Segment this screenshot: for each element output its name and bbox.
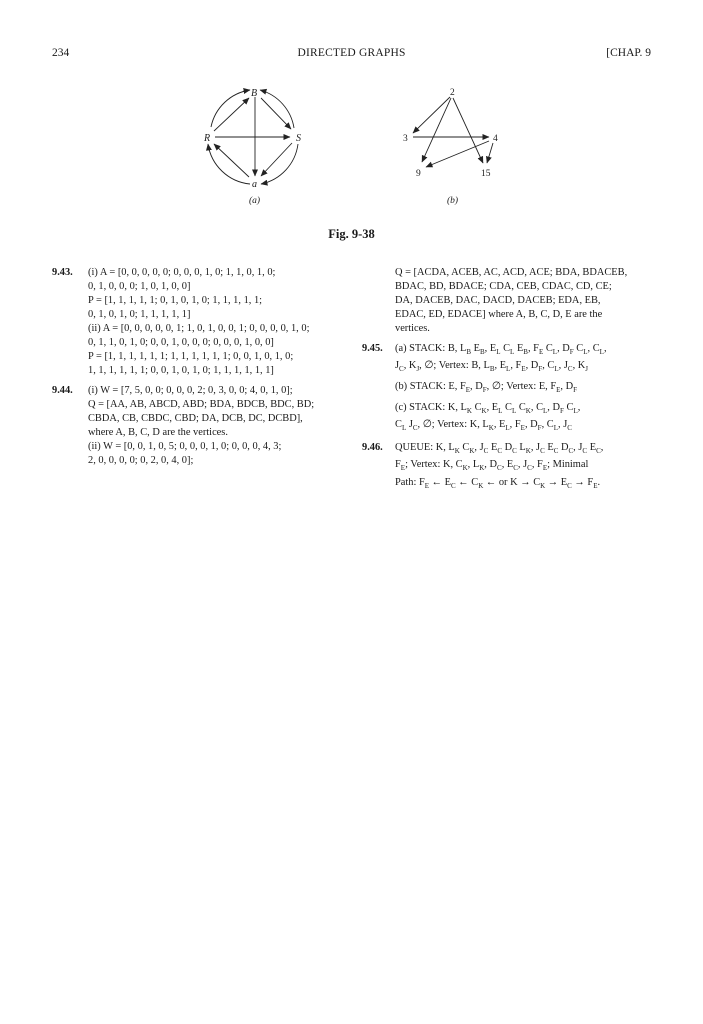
solution-9-44-continued [362,266,658,336]
edge-a-R [208,144,250,184]
solution-line: $J_C$, $K_J$, ∅; Vertex: B, $L_B$, $E_L$, $F_E$, $D_F$, $C_L$, $J_C$, $K_J$ [395,360,589,374]
edge-4-15 [487,143,493,163]
running-title: DIRECTED GRAPHS [297,47,406,59]
problem-number: 9.45. [362,343,383,354]
problem-number: 9.44. [52,385,73,396]
vertex-S: S [296,133,301,144]
edge-4-9 [426,141,489,167]
solution-line: (b) STACK: E, $F_E$, $D_F$, ∅; Vertex: E, $F_E$, $D_F$ [395,381,578,395]
vertex-15: 15 [481,169,491,179]
solution-9-43 [52,266,352,378]
graph-b [413,97,493,167]
solution-9-46 [362,441,658,492]
solution-line: vertices. [395,323,430,334]
solution-line: (c) STACK: K, $L_K$ $C_K$, $E_L$ $C_L$ $C_K$, $C_L$, $D_F$ $C_L$, [395,402,581,416]
vertex-B: B [251,88,258,99]
graph-b-labels [403,88,498,179]
edge-S-a-inner [261,143,292,176]
solution-line: Q = [ACDA, ACEB, AC, ACD, ACE; BDA, BDACEB, [395,267,628,278]
vertex-9: 9 [416,169,421,179]
problem-number: 9.46. [362,442,383,454]
figure-caption: Fig. 9-38 [328,227,375,241]
page-number: 234 [52,47,70,59]
vertex-4: 4 [493,134,498,144]
solution-line: BDAC, BD, BDACE; CDA, CEB, CDAC, CD, CE; [395,281,612,292]
solution-line: $F_E$; Vertex: K, $C_K$, $L_K$, $D_C$, $E_C$, $J_C$, $F_E$; Minimal [395,459,589,473]
graph-a-labels [203,88,301,190]
edge-a-R-inner [214,144,249,177]
figure-9-38 [0,0,703,260]
solution-line: (i) W = [7, 5, 0, 0; 0, 0, 0, 2; 0, 3, 0, 0; 4, 0, 1, 0]; [88,385,293,396]
edge-2-15 [453,98,483,163]
solution-line: (i) A = [0, 0, 0, 0, 0; 0, 0, 0, 1, 0; 1, 1, 0, 1, 0; [88,267,276,278]
solutions-right-column [362,266,658,499]
solution-line: 0, 1, 0, 1, 0; 1, 1, 1, 1, 1] [88,309,191,320]
subfigure-label-a: (a) [249,196,261,206]
chapter-label: [CHAP. 9 [606,47,651,59]
edge-2-9 [422,98,451,162]
problem-number: 9.43. [52,267,73,278]
solution-line: EDAC, ED, EDACE] where A, B, C, D, E are the [395,309,603,320]
solution-line: DA, DACEB, DAC, DACD, DACEB; EDA, EB, [395,295,601,306]
vertex-a: a [252,179,257,190]
solution-line: where A, B, C, D are the vertices. [88,427,228,438]
subfigure-label-b: (b) [447,196,459,206]
solution-9-45 [362,342,658,435]
solution-line: 2, 0, 0, 0, 0; 0, 2, 0, 4, 0]; [88,455,194,466]
solution-line: QUEUE: K, $L_K$ $C_K$, $J_C$ $E_C$ $D_C$ $L_K$, $J_C$ $E_C$ $D_C$, $J_C$ $E_C$, [395,442,604,456]
edge-R-B-inner [214,98,249,131]
edge-S-a [261,144,298,184]
edge-R-B [211,90,250,127]
solutions-left-column [52,266,352,474]
edge-B-S [261,98,291,129]
edge-S-B [260,90,294,128]
solution-line: (ii) A = [0, 0, 0, 0, 0, 1; 1, 0, 1, 0, 0, 1; 0, 0, 0, 0, 1, 0; [88,323,310,334]
graph-a [208,90,298,184]
solution-line: Path: $F_E$ ← $E_C$ ← $C_K$ ← or $K \to C_K \to E_C \to F_E$. [395,476,601,490]
vertex-2: 2 [450,88,455,98]
solution-line: 0, 1, 1, 0, 1, 0; 0, 0, 1, 0, 0, 0; 0, 0, 0, 1, 0, 0] [88,337,274,348]
solution-line: Q = [AA, AB, ABCD, ABD; BDA, BDCB, BDC, BD; [88,399,315,410]
solution-line: P = [1, 1, 1, 1, 1; 0, 1, 0, 1, 0; 1, 1, 1, 1, 1; [88,295,263,306]
vertex-R: R [204,133,211,144]
vertex-3: 3 [403,134,408,144]
edge-2-3 [413,97,450,133]
solution-line: (a) STACK: B, $L_B$ $E_B$, $E_L$ $C_L$ $E_B$, $F_E$ $C_L$, $D_F$ $C_L$, $C_L$, [395,343,607,357]
solution-line: CBDA, CB, CBDC, CBD; DA, DCB, DC, DCBD], [88,413,303,424]
solution-line: P = [1, 1, 1, 1, 1, 1; 1, 1, 1, 1, 1, 1; 0, 0, 1, 0, 1, 0; [88,351,294,362]
solution-9-44 [52,384,352,468]
solution-line: 0, 1, 0, 0, 0; 1, 0, 1, 0, 0] [88,281,191,292]
solution-line: (ii) W = [0, 0, 1, 0, 5; 0, 0, 0, 1, 0; 0, 0, 0, 4, 3; [88,441,282,452]
solution-line: $C_L$ $J_C$, ∅; Vertex: K, $L_K$, $E_L$, $F_E$, $D_F$, $C_L$, $J_C$ [395,419,572,433]
solution-line: 1, 1, 1, 1, 1, 1; 0, 0, 1, 0, 1, 0; 1, 1, 1, 1, 1, 1] [88,365,274,376]
